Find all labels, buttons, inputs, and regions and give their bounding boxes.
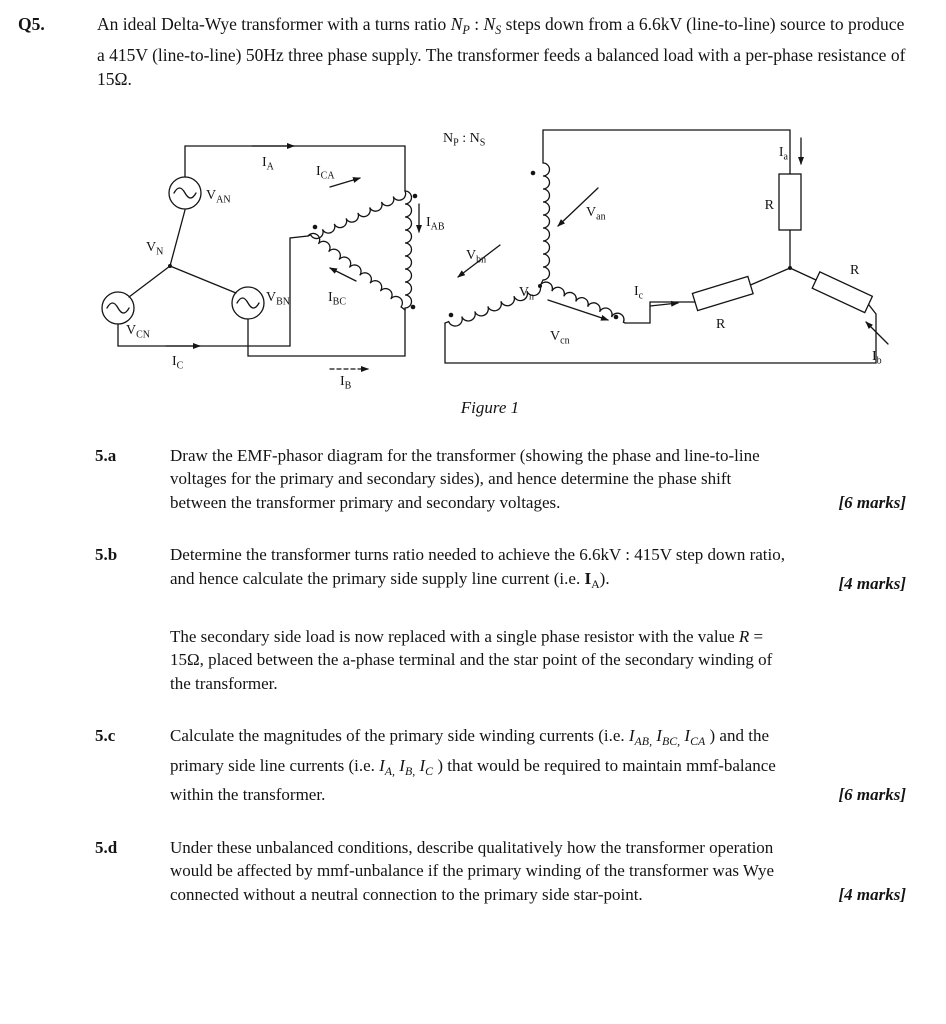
label-voltage-Vcn: $V_{cn}$ [550,328,570,347]
part-label: 5.d [95,837,118,857]
question-part-5a [0,444,946,515]
part-text: The secondary side load is now replaced with a single phase resistor with the value R = 15Ω, placed between the a-phase terminal and the star point of the secondary winding of the transformer. [170,626,773,693]
label-voltage-VCN: $V_{CN}$ [126,322,151,341]
label-current-IA: $I_A$ [262,154,274,173]
part-text: Draw the EMF-phasor diagram for the transformer (showing the phase and line-to-line voltages for the primary and secondary sides), and hence determine the phase shift between the transformer primary and secondary voltages. [170,445,760,512]
label-current-ICA: $I_{CA}$ [316,163,335,182]
part-marks: [4 marks] [838,574,906,594]
circuit-diagram [0,118,946,396]
part-text: Calculate the magnitudes of the primary side winding currents (i.e. $I_{AB,}$ $I_{BC,}$ $I_{CA}$ ) and the primary side line currents (i.e. $I_{A,}$ $I_{B,}$ $I_C$ ) that would be required to maintain mmf-balance within the transformer. [170,726,776,805]
part-label [95,625,170,696]
question-part-5d [0,836,946,907]
label-voltage-VAN: $V_{AN}$ [206,187,231,206]
part-label: 5.a [95,445,117,465]
label-current-IBC: $I_{BC}$ [328,289,347,308]
question-part-5b [0,543,946,596]
part-text: Determine the transformer turns ratio needed to achieve the 6.6kV : 415V step down ratio, and hence calculate the primary side supply line current (i.e. $I_A$). [170,545,785,591]
part-marks: [4 marks] [838,884,906,904]
wye-secondary-winding [445,130,876,363]
label-current-Ia: $I_a$ [778,144,788,163]
part-label: 5.c [95,726,116,746]
part-text: Under these unbalanced conditions, describe qualitatively how the transformer operation would be affected by mmf-unbalance if the primary winding of the transformer was Wye connected without a neutral connection to the primary side star-point. [170,837,775,904]
figure-caption: Figure 1 [460,397,520,417]
part-marks: [6 marks] [838,785,906,805]
delta-primary-winding [308,191,412,310]
label-turns-ratio: $N_P$ : $N_S$ [443,130,486,149]
label-current-IAB: $I_{AB}$ [426,214,445,233]
current-voltage-arrows [166,138,888,369]
label-resistor-Ra: R [764,197,774,213]
label-current-Ic: $I_c$ [634,283,644,302]
label-current-Ib: $I_b$ [872,348,882,367]
question-intro: An ideal Delta-Wye transformer with a turns ratio $N_P$ : $N_S$ steps down from a 6.6kV (line-to-line) source to produce a 415V (line-to-line) 50Hz three phase supply. The transformer feeds a balanced load with a per-phase resistance of 15Ω. [97,14,906,90]
label-voltage-Van: $V_{an}$ [586,204,606,223]
label-voltage-Vn: $V_n$ [518,284,534,303]
part-marks: [6 marks] [838,492,906,512]
label-voltage-VN: $V_N$ [146,239,164,258]
part-label: 5.b [95,545,118,565]
question-header [0,0,946,92]
question-number: Q5. [18,14,45,34]
label-voltage-Vbn: $V_{bn}$ [466,247,487,266]
question-part-5c [0,724,946,806]
question-part-interlude [0,625,946,696]
figure [0,118,946,418]
question-parts [0,444,946,907]
label-resistor-Rb: R [850,262,860,278]
polarity-dots [168,170,792,319]
label-resistor-Rc: R [716,316,726,332]
label-voltage-VBN: $V_{BN}$ [266,289,291,308]
load-wye [692,174,872,313]
label-current-IB: $I_B$ [340,373,352,392]
label-current-IC: $I_C$ [172,353,184,372]
